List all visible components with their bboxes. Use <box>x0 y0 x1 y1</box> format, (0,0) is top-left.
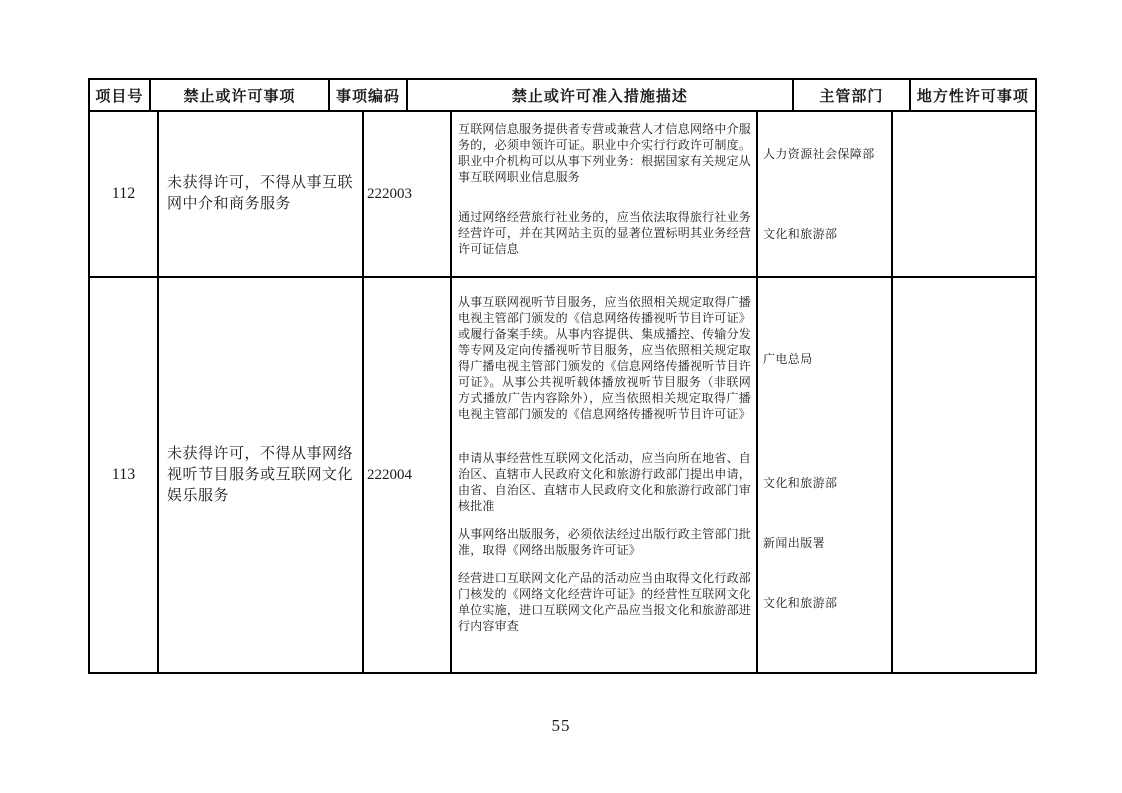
table-header-row <box>90 80 1035 112</box>
measures-cell <box>452 112 893 278</box>
header-competent-department: 主管部门 <box>794 80 911 112</box>
measure-group <box>452 121 891 185</box>
table-row-112 <box>90 112 1035 278</box>
project-number: 113 <box>90 278 159 672</box>
measure-group <box>452 294 891 422</box>
authority-department: 人力资源社会保障部 <box>763 146 875 161</box>
measure-group <box>452 450 891 514</box>
header-item-code: 事项编码 <box>330 80 407 112</box>
header-prohibited-or-licensed-item: 禁止或许可事项 <box>151 80 331 112</box>
measure-description: 通过网络经营旅行社业务的，应当依法取得旅行社业务经营许可，并在其网站主页的显著位置标明其业务经营许可证信息 <box>458 210 751 256</box>
local-license-cell <box>893 112 1035 278</box>
measure-group <box>452 570 891 634</box>
authority-department: 文化和旅游部 <box>763 595 838 610</box>
measure-group <box>452 526 891 558</box>
column-divider <box>756 112 758 276</box>
measures-cell <box>452 278 893 672</box>
project-number: 112 <box>90 112 159 278</box>
page-number: 55 <box>551 716 571 735</box>
local-license-cell <box>893 278 1035 672</box>
header-project-number: 项目号 <box>90 80 151 112</box>
column-divider <box>756 278 758 672</box>
authority-department: 新闻出版署 <box>763 535 826 550</box>
measure-description: 申请从事经营性互联网文化活动，应当向所在地省、自治区、直辖市人民政府文化和旅游行政部门提出申请，由省、自治区、直辖市人民政府文化和旅游行政部门审核批准 <box>458 451 751 513</box>
item-name: 未获得许可，不得从事互联网中介和商务服务 <box>159 112 364 278</box>
measure-description: 经营进口互联网文化产品的活动应当由取得文化行政部门核发的《网络文化经营许可证》的经营性互联网文化单位实施，进口互联网文化产品应当报文化和旅游部进行内容审查 <box>458 571 751 633</box>
item-code: 222003 <box>364 112 452 278</box>
item-code: 222004 <box>364 278 452 672</box>
authority-department: 文化和旅游部 <box>763 475 838 490</box>
table-row-113 <box>90 278 1035 672</box>
measure-group <box>452 209 891 257</box>
license-items-table <box>88 78 1037 674</box>
authority-department: 广电总局 <box>763 351 813 366</box>
header-local-license-item: 地方性许可事项 <box>911 80 1035 112</box>
header-measure-description: 禁止或许可准入措施描述 <box>408 80 794 112</box>
measure-description: 从事互联网视听节目服务，应当依照相关规定取得广播电视主管部门颁发的《信息网络传播视听节目许可证》或履行备案手续。从事内容提供、集成播控、传输分发等专网及定向传播视听节目服务，应当依照相关规定取得广播电视主管部门颁发的《信息网络传播视听节目许可证》。从事公共视听载体播放视听节目服务（非联网方式播放广告内容除外），应当依照相关规定取得广播电视主管部门颁发的《信息网络传播视听节目许可证》 <box>458 295 751 421</box>
authority-department: 文化和旅游部 <box>763 226 838 241</box>
measure-description: 互联网信息服务提供者专营或兼营人才信息网络中介服务的，必须申领许可证。职业中介实行行政许可制度。职业中介机构可以从事下列业务：根据国家有关规定从事互联网职业信息服务 <box>458 122 751 184</box>
measure-description: 从事网络出版服务，必须依法经过出版行政主管部门批准，取得《网络出版服务许可证》 <box>458 527 751 557</box>
item-name: 未获得许可，不得从事网络视听节目服务或互联网文化娱乐服务 <box>159 278 364 672</box>
